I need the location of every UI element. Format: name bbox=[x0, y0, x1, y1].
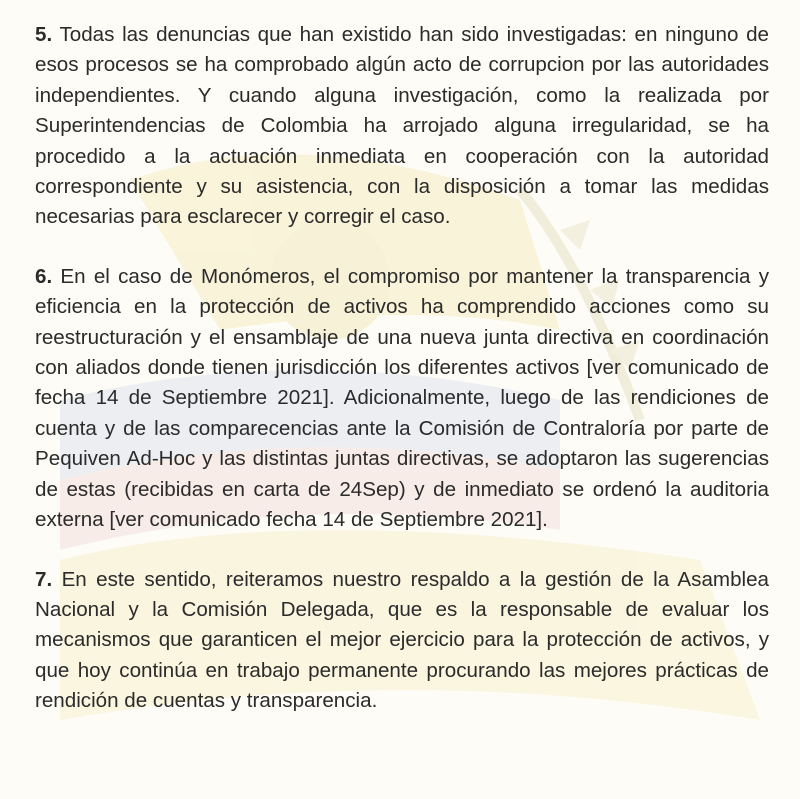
document-body bbox=[35, 20, 769, 717]
paragraph-7 bbox=[35, 565, 769, 717]
paragraph-text: En el caso de Monómeros, el compromiso por mantener la transparencia y eficiencia en la protección de activos ha comprendido acciones como su reestructuración y el ensamblaje de una nueva junta directiva en coordinación con aliados donde tienen jurisdicción los diferentes activos [ver comunicado de fecha 14 de Septiembre 2021]. Adicionalmente, luego de las rendiciones de cuenta y de las comparecencias ante la Comisión de Contraloría por parte de Pequiven Ad-Hoc y las distintas juntas directivas, se adoptaron las sugerencias de estas (recibidas en carta de 24Sep) y de inmediato se ordenó la auditoria externa [ver comunicado fecha 14 de Septiembre 2021]. bbox=[35, 264, 769, 532]
paragraph-number: 5. bbox=[35, 23, 53, 46]
paragraph-text: En este sentido, reiteramos nuestro respaldo a la gestión de la Asamblea Nacional y la Comisión Delegada, que es la responsable de evaluar los mecanismos que garanticen el mejor ejercicio para la protección de activos, y que hoy continúa en trabajo permanente procurando las mejores prácticas de rendición de cuentas y transparencia. bbox=[35, 567, 770, 713]
paragraph-6 bbox=[35, 262, 769, 536]
paragraph-number: 7. bbox=[35, 567, 53, 591]
paragraph-text: Todas las denuncias que han existido han sido investigadas: en ninguno de esos procesos se ha comprobado algún acto de corrupcion por las autoridades independientes. Y cuando alguna investigación, como la realizada por Superintendencias de Colombia ha arrojado alguna irregularidad, se ha procedido a la actuación inmediata en cooperación con la autoridad correspondiente y su asistencia, con la disposición a tomar las medidas necesarias para esclarecer y corregir el caso. bbox=[35, 23, 769, 229]
paragraph-5 bbox=[35, 20, 769, 233]
paragraph-number: 6. bbox=[35, 264, 53, 288]
